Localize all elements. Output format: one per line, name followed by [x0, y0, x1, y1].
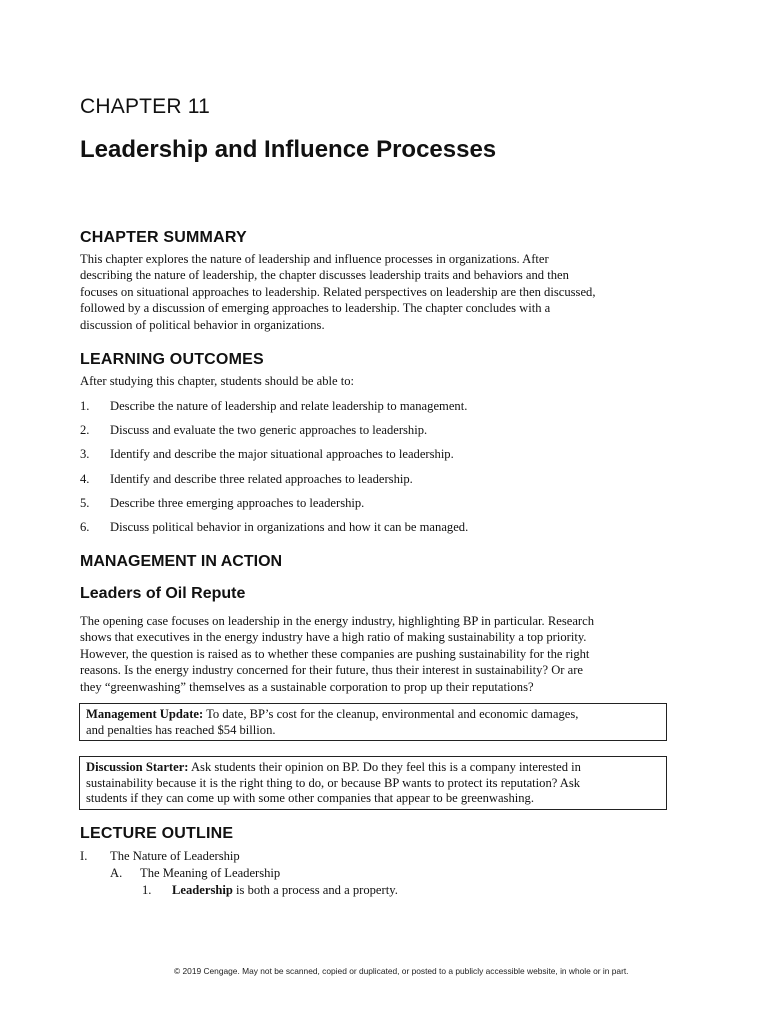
- outline-item-level3: [142, 883, 398, 898]
- learning-outcomes-heading: LEARNING OUTCOMES: [80, 351, 264, 368]
- outline-number: I.: [80, 849, 88, 863]
- discussion-starter-text: sustainability because it is the right thing to do, or because BP wants to protect its reputation? Ask: [86, 775, 581, 790]
- summary-line: This chapter explores the nature of leadership and influence processes in organizations. After: [80, 252, 549, 266]
- case-line: reasons. Is the energy industry concerned for their future, thus their interest in sustainability? Or are: [80, 663, 584, 678]
- outline-number: A.: [110, 866, 123, 880]
- case-summary-text: [80, 613, 664, 695]
- management-update-text: and penalties has reached $54 billion.: [86, 722, 276, 737]
- list-item: [80, 444, 670, 468]
- management-update-box: [79, 703, 667, 741]
- list-number: 4.: [80, 471, 90, 486]
- list-text: Describe three emerging approaches to leadership.: [110, 495, 365, 510]
- management-update-text: To date, BP’s cost for the cleanup, environmental and economic damages,: [203, 707, 579, 721]
- discussion-starter-text: students if they can come up with some other companies that appear to be greenwashing.: [86, 791, 534, 806]
- outline-text: The Meaning of Leadership: [140, 866, 281, 880]
- chapter-summary-heading: CHAPTER SUMMARY: [80, 229, 247, 246]
- management-update-label: Management Update:: [86, 707, 204, 721]
- list-text: Discuss and evaluate the two generic approaches to leadership.: [110, 423, 428, 438]
- learning-outcomes-intro: After studying this chapter, students should be able to:: [80, 374, 355, 388]
- chapter-title: Leadership and Influence Processes: [80, 136, 497, 163]
- list-text: Discuss political behavior in organizations and how it can be managed.: [110, 519, 469, 534]
- discussion-starter-text: Ask students their opinion on BP. Do they feel this is a company interested in: [188, 760, 581, 774]
- outline-text: is both a process and a property.: [232, 883, 398, 897]
- case-title: Leaders of Oil Repute: [80, 585, 246, 602]
- discussion-starter-label: Discussion Starter:: [86, 760, 189, 774]
- case-line: they “greenwashing” themselves as a sustainable corporation to prop up their reputations?: [80, 679, 534, 694]
- learning-outcomes-list: [80, 396, 670, 541]
- chapter-summary-text: [80, 251, 664, 333]
- outline-item-level1: [80, 849, 240, 864]
- list-number: 1.: [80, 399, 90, 413]
- list-number: 5.: [80, 495, 90, 510]
- list-item: [80, 469, 670, 493]
- outline-term: Leadership: [172, 883, 233, 897]
- list-item: [80, 493, 670, 517]
- outline-number: 1.: [142, 883, 152, 897]
- list-item: [80, 396, 670, 420]
- lecture-outline-heading: LECTURE OUTLINE: [80, 825, 234, 842]
- discussion-starter-box: [79, 756, 667, 810]
- case-line: The opening case focuses on leadership in the energy industry, highlighting BP in particular. Research: [80, 614, 594, 628]
- list-item: [80, 517, 670, 541]
- list-number: 6.: [80, 519, 90, 534]
- list-text: Describe the nature of leadership and relate leadership to management.: [110, 399, 468, 413]
- summary-line: discussion of political behavior in organizations.: [80, 317, 325, 332]
- list-text: Identify and describe three related approaches to leadership.: [110, 471, 413, 486]
- list-number: 2.: [80, 423, 90, 438]
- outline-item-level2: [110, 866, 281, 881]
- copyright-footer: © 2019 Cengage. May not be scanned, copied or duplicated, or posted to a publicly accessible website, in whole or in part.: [174, 966, 629, 976]
- management-in-action-heading: MANAGEMENT IN ACTION: [80, 553, 283, 570]
- case-line: shows that executives in the energy industry have a high ratio of making sustainability a top priority.: [80, 630, 587, 645]
- list-text: Identify and describe the major situational approaches to leadership.: [110, 447, 454, 462]
- list-item: [80, 420, 670, 444]
- list-number: 3.: [80, 447, 90, 462]
- summary-line: followed by a discussion of emerging approaches to leadership. The chapter concludes with a: [80, 301, 551, 316]
- case-line: However, the question is raised as to whether these companies are pushing sustainability for the right: [80, 646, 590, 661]
- summary-line: focuses on situational approaches to leadership. Related perspectives on leadership are then discussed,: [80, 284, 596, 299]
- chapter-label: CHAPTER 11: [80, 95, 210, 118]
- summary-line: describing the nature of leadership, the chapter discusses leadership traits and behaviors and then: [80, 268, 569, 283]
- outline-text: The Nature of Leadership: [110, 849, 240, 863]
